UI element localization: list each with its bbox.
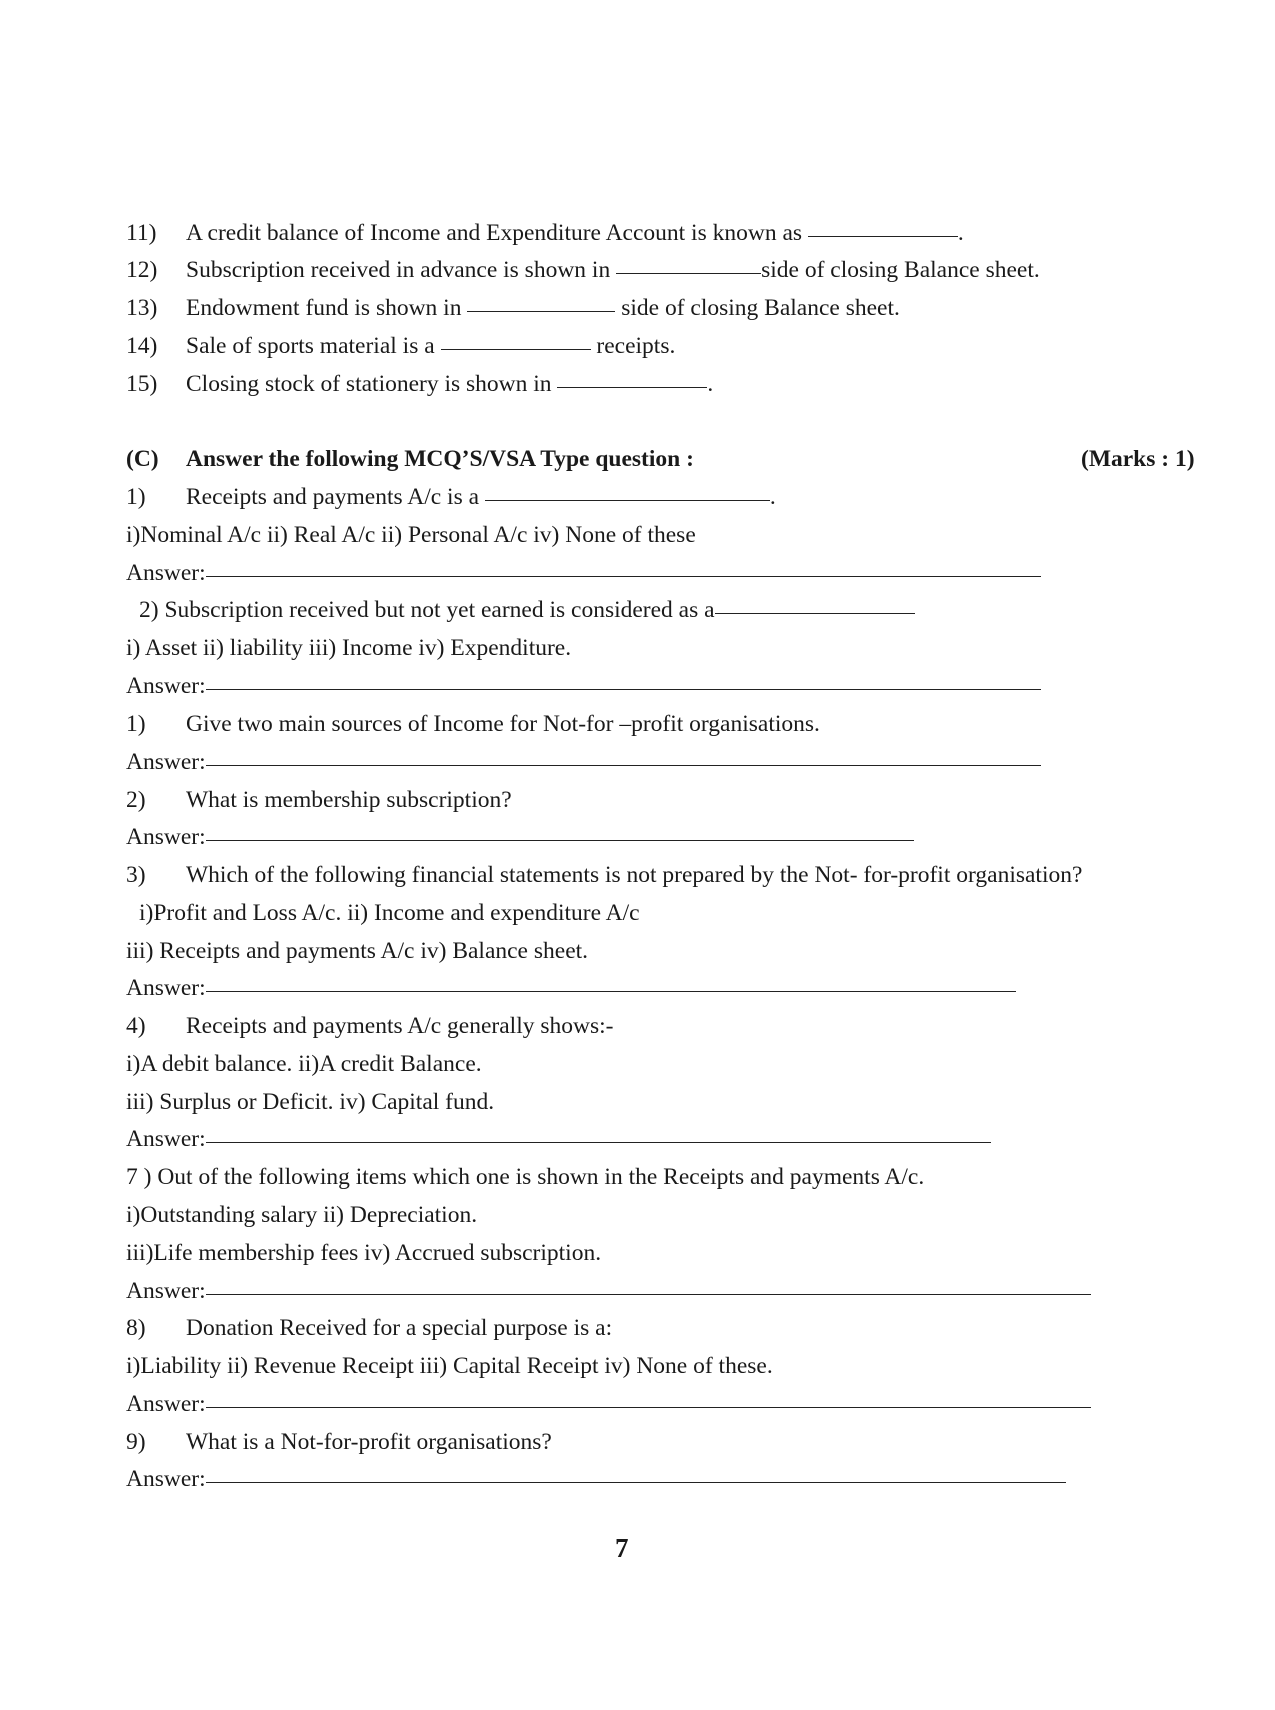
question-suffix: side of closing Balance sheet.: [761, 257, 1040, 283]
mcq-7: 7 ) Out of the following items which one is shown in the Receipts and payments A/c.: [126, 1164, 925, 1190]
mcq-4-options-a: i)A debit balance. ii)A credit Balance.: [126, 1051, 482, 1077]
mcq-3-options-a: i)Profit and Loss A/c. ii) Income and expenditure A/c: [139, 900, 640, 926]
question-suffix: side of closing Balance sheet.: [615, 295, 900, 321]
mcq-4-options-b: iii) Surplus or Deficit. iv) Capital fund.: [126, 1089, 495, 1115]
section-label: (C): [126, 446, 159, 472]
answer-rule: [206, 689, 1041, 690]
question-text: Closing stock of stationery is shown in: [186, 371, 552, 397]
question-number: 9): [126, 1429, 146, 1455]
mcq-3-options-b: iii) Receipts and payments A/c iv) Balance sheet.: [126, 938, 589, 964]
answer-label: Answer:: [126, 1466, 206, 1492]
answer-rule: [206, 765, 1041, 766]
answer-line: [126, 1465, 1066, 1493]
blank-line: [467, 311, 615, 312]
question-text: Receipts and payments A/c generally shows:-: [186, 1013, 614, 1039]
answer-label: Answer:: [126, 560, 206, 586]
answer-rule: [206, 840, 914, 841]
answer-line: [126, 1277, 1091, 1305]
question-suffix: .: [707, 371, 714, 397]
question-text: Give two main sources of Income for Not-for –profit organisations.: [186, 711, 820, 737]
answer-rule: [206, 1407, 1091, 1408]
blank-line: [808, 236, 958, 237]
question-text: Endowment fund is shown in: [186, 295, 462, 321]
mcq-8: [126, 1314, 612, 1342]
answer-line: [126, 1125, 991, 1153]
mcq-8-options: i)Liability ii) Revenue Receipt iii) Capital Receipt iv) None of these.: [126, 1353, 773, 1379]
answer-rule: [206, 576, 1041, 577]
blank-line: [441, 349, 591, 350]
mcq-4: [126, 1012, 613, 1040]
question-number: 1): [126, 484, 146, 510]
vsa-9: [126, 1428, 552, 1456]
question-text: Subscription received in advance is shown in: [186, 257, 611, 283]
answer-line: [126, 823, 914, 851]
question-number: 1): [126, 711, 146, 737]
question-text: A credit balance of Income and Expenditure Account is known as: [186, 220, 803, 246]
blank-line: [485, 500, 770, 501]
question-number: 14): [126, 333, 158, 359]
question-number: 2): [126, 787, 146, 813]
answer-line: [126, 1390, 1091, 1418]
answer-label: Answer:: [126, 824, 206, 850]
question-number: 15): [126, 371, 158, 397]
question-suffix: receipts.: [590, 333, 676, 359]
question-15: [126, 370, 713, 398]
question-text: Donation Received for a special purpose is a:: [186, 1315, 613, 1341]
answer-rule: [206, 991, 1016, 992]
question-13: [126, 294, 900, 322]
mcq-7-options-b: iii)Life membership fees iv) Accrued subscription.: [126, 1240, 602, 1266]
answer-rule: [206, 1142, 991, 1143]
mcq-2-options: i) Asset ii) liability iii) Income iv) Expenditure.: [126, 635, 572, 661]
answer-label: Answer:: [126, 975, 206, 1001]
answer-label: Answer:: [126, 1391, 206, 1417]
section-marks: (Marks : 1): [1081, 446, 1195, 472]
question-text: What is membership subscription?: [186, 787, 512, 813]
section-c-heading: [126, 445, 1195, 473]
question-number: 12): [126, 257, 158, 283]
question-number: 8): [126, 1315, 146, 1341]
blank-line: [557, 387, 707, 388]
blank-line: [715, 613, 915, 614]
vsa-1: [126, 710, 820, 738]
mcq-1: [126, 483, 776, 511]
page-number: 7: [615, 1533, 629, 1563]
question-text: Receipts and payments A/c is a: [186, 484, 480, 510]
question-number: 13): [126, 295, 158, 321]
mcq-3: [126, 861, 1082, 889]
question-number: 11): [126, 220, 157, 246]
answer-label: Answer:: [126, 1126, 206, 1152]
section-title: Answer the following MCQ’S/VSA Type question :: [186, 446, 694, 472]
question-suffix: .: [957, 220, 964, 246]
question-number: 3): [126, 862, 146, 888]
mcq-7-options-a: i)Outstanding salary ii) Depreciation.: [126, 1202, 478, 1228]
mcq-1-options: i)Nominal A/c ii) Real A/c ii) Personal A/c iv) None of these: [126, 522, 696, 548]
question-number: 4): [126, 1013, 146, 1039]
vsa-2: [126, 786, 512, 814]
mcq-2: [139, 596, 915, 624]
answer-label: Answer:: [126, 673, 206, 699]
answer-line: [126, 559, 1041, 587]
question-12: [126, 256, 1040, 284]
answer-label: Answer:: [126, 749, 206, 775]
answer-line: [126, 672, 1041, 700]
question-text: Which of the following financial statements is not prepared by the Not- for-profit organisation?: [186, 862, 1083, 888]
question-suffix: .: [769, 484, 776, 510]
answer-line: [126, 748, 1041, 776]
answer-line: [126, 974, 1016, 1002]
answer-rule: [206, 1294, 1091, 1295]
answer-label: Answer:: [126, 1278, 206, 1304]
question-text: What is a Not-for-profit organisations?: [186, 1429, 552, 1455]
blank-line: [616, 273, 761, 274]
question-14: [126, 332, 675, 360]
answer-rule: [206, 1482, 1066, 1483]
question-11: [126, 219, 964, 247]
question-text: 2) Subscription received but not yet earned is considered as a: [139, 597, 715, 623]
question-text: Sale of sports material is a: [186, 333, 435, 359]
